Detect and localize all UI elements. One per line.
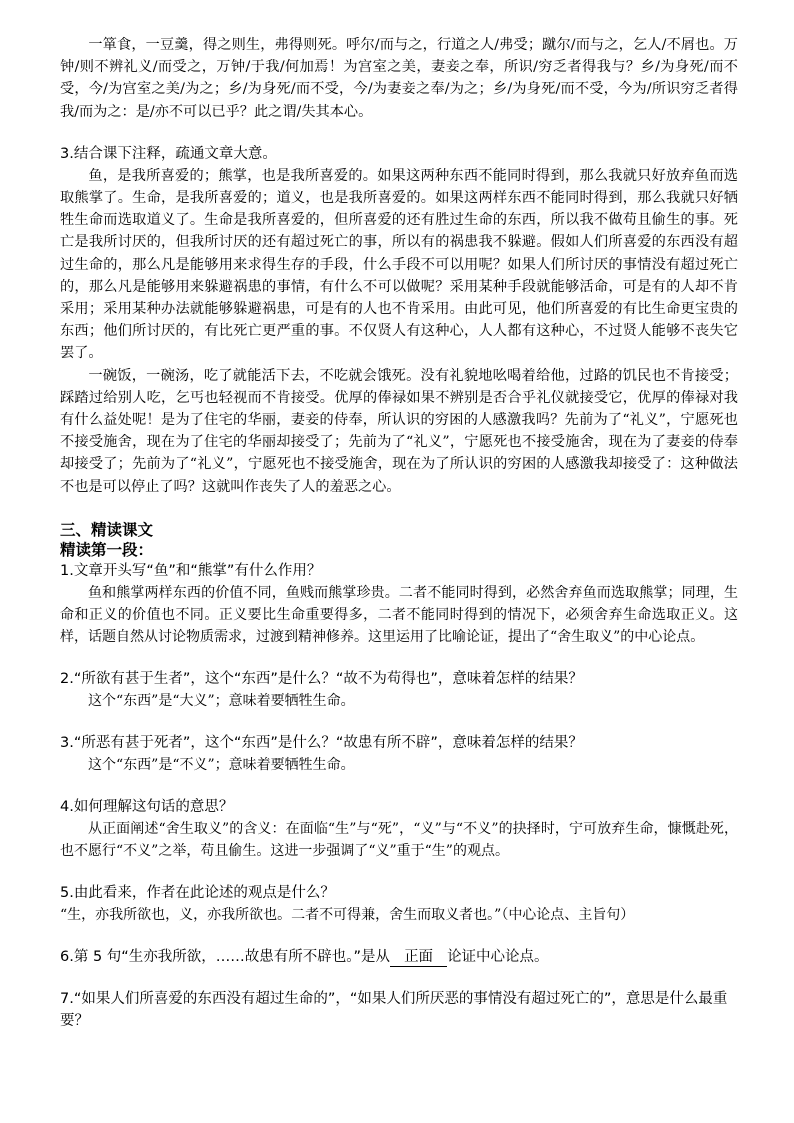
fill-blank-answer: 正面: [390, 949, 447, 967]
question-6: [60, 946, 738, 968]
question-1: 1.文章开头写“鱼”和“熊掌”有什么作用？: [60, 562, 322, 579]
translation-paragraph-2: 一碗饭，一碗汤，吃了就能活下去，不吃就会饿死。没有礼貌地吆喝着给他，过路的饥民也不肯接受；踩踏过给别人吃，乞丐也轻视而不肯接受。优厚的俸禄如果不辨别是否合乎礼仪就接受它，优厚的俸禄对我有什么益处呢！是为了住宅的华丽，妻妾的侍奉，所认识的穷困的人感激我吗？先前为了“礼义”，宁愿死也不接受施舍，现在为了住宅的华丽却接受了；先前为了“礼义”，宁愿死也不接受施舍，现在为了妻妾的侍奉却接受了；先前为了“礼义”，宁愿死也不接受施舍，现在为了所认识的穷困的人感激我却接受了：这种做法不也是可以停止了吗？这就叫作丧失了人的羞恶之心。: [60, 367, 738, 495]
section3-title: 3.结合课下注释，疏通文章大意。: [60, 145, 277, 162]
answer-3: 这个“东西”是“不义”；意味着要牺牲生命。: [88, 756, 355, 773]
translation-paragraph-1: 鱼，是我所喜爱的；熊掌，也是我所喜爱的。如果这两种东西不能同时得到，那么我就只好放弃鱼而选取熊掌了。生命，是我所喜爱的；道义，也是我所喜爱的。如果这两样东西不能同时得到，那么我就只好牺牲生命而选取道义了。生命是我所喜爱的，但所喜爱的还有胜过生命的东西，所以我不做苟且偷生的事。死亡是我所讨厌的，但我所讨厌的还有超过死亡的事，所以有的祸患我不躲避。假如人们所喜爱的东西没有超过生命的，那么凡是能够用来求得生存的手段，什么手段不可以用呢？如果人们所讨厌的事情没有超过死亡的，那么凡是能够用来躲避祸患的事情，有什么不可以做呢？采用某种手段就能够活命，可是有的人却不肯采用；采用某种办法就能够躲避祸患，可是有的人也不肯采用。由此可见，他们所喜爱的有比生命更宝贵的东西；他们所讨厌的，有比死亡更严重的事。不仅贤人有这种心，人人都有这种心，不过贤人能够不丧失它罢了。: [60, 167, 738, 362]
question-6-suffix: 论证中心论点。: [447, 948, 549, 965]
question-3: 3.“所恶有甚于死者”，这个“东西”是什么？“故患有所不辟”，意味着怎样的结果？: [60, 734, 583, 751]
question-7: 7.“如果人们所喜爱的东西没有超过生命的”，“如果人们所厌恶的事情没有超过死亡的”，意思是什么最重要？: [60, 990, 728, 1029]
answer-4: 从正面阐述“舍生取义”的含义：在面临“生”与“死”，“义”与“不义”的抉择时，宁可放弃生命，慷慨赴死，也不愿行“不义”之举，苟且偷生。这进一步强调了“义”重于“生”的观点。: [60, 820, 738, 859]
question-5: 5.由此看来，作者在此论述的观点是什么？: [60, 884, 335, 901]
document-page: [60, 34, 738, 1032]
answer-5: “生，亦我所欲也，义，亦我所欲也。二者不可得兼，舍生而取义者也。”（中心论点、主旨句）: [60, 906, 635, 923]
answer-2: 这个“东西”是“大义”；意味着要牺牲生命。: [88, 692, 355, 709]
section-heading: 三、精读课文: [60, 520, 154, 539]
sub-heading: 精读第一段：: [60, 540, 154, 559]
question-6-prefix: 6.第 5 句“生亦我所欲，……故患有所不辟也。”是从: [60, 948, 391, 965]
intro-paragraph: 一箪食，一豆羹，得之则生，弗得则死。呼尔/而与之，行道之人/弗受；蹴尔/而与之，乞人/不屑也。万钟/则不辨礼义/而受之，万钟/于我/何加焉！为宫室之美，妻妾之奉，所识/穷乏者得我与？乡/为身死/而不受，今/为宫室之美/为之；乡/为身死/而不受，今/为妻妾之奉/为之；乡/为身死/而不受，今为/所识穷乏者得我/而为之：是/亦不可以已乎？此之谓/失其本心。: [60, 37, 738, 120]
answer-1: 鱼和熊掌两样东西的价值不同，鱼贱而熊掌珍贵。二者不能同时得到，必然舍弃鱼而选取熊掌；同理，生命和正义的价值也不同。正义要比生命重要得多，二者不能同时得到的情况下，必须舍弃生命选取正义。这样，话题自然从讨论物质需求，过渡到精神修养。这里运用了比喻论证，提出了“舍生取义”的中心论点。: [60, 584, 738, 645]
question-4: 4.如何理解这句话的意思？: [60, 798, 234, 815]
question-2: 2.“所欲有甚于生者”，这个“东西”是什么？“故不为苟得也”，意味着怎样的结果？: [60, 670, 583, 687]
